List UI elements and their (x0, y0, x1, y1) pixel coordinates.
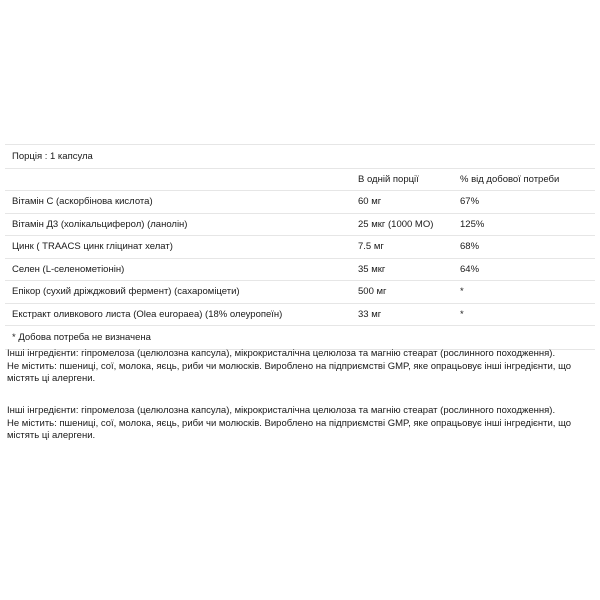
table-header-row (5, 169, 595, 191)
nutrient-dv: 64% (460, 263, 480, 275)
table-row (5, 281, 595, 304)
nutrient-amount: 33 мг (358, 308, 382, 320)
nutrient-amount: 35 мкг (358, 263, 386, 275)
nutrient-name: Вітамін Д3 (холікальциферол) (ланолін) (12, 218, 188, 230)
nutrient-dv: 67% (460, 196, 480, 208)
nutrient-dv: * (460, 286, 464, 298)
footnote-text: * Добова потреба не визначена (12, 332, 151, 343)
portion-row (5, 145, 595, 169)
allergen-text: Не містить: пшениці, сої, молока, яєць, риби чи молюсків. Вироблено на підприємстві GMP, яке опрацьовує інші інгредієнти, що містять ці алергени. (7, 417, 572, 442)
table-row (5, 214, 595, 237)
ingredients-note-block (5, 405, 595, 443)
header-daily-value: % від добової потреби (460, 174, 560, 185)
nutrient-amount: 25 мкг (1000 МО) (358, 218, 434, 230)
supplement-facts-table (5, 144, 595, 350)
allergen-text: Не містить: пшениці, сої, молока, яєць, риби чи молюсків. Вироблено на підприємстві GMP, яке опрацьовує інші інгредієнти, що містять ці алергени. (7, 360, 572, 385)
nutrient-name: Епікор (сухий дріжджовий фермент) (сахароміцети) (12, 286, 240, 298)
table-row (5, 191, 595, 214)
nutrient-name: Селен (L-селенометіонін) (12, 263, 125, 275)
ingredients-note-block (5, 348, 595, 386)
nutrient-amount: 500 мг (358, 286, 387, 298)
nutrient-dv: * (460, 308, 464, 320)
table-row (5, 304, 595, 327)
nutrient-dv: 68% (460, 241, 480, 253)
nutrient-dv: 125% (460, 218, 485, 230)
other-ingredients-text: Інші інгредієнти: гіпромелоза (целюлозна капсула), мікрокристалічна целюлоза та магнію стеарат (рослинного походження). (7, 405, 556, 416)
nutrient-amount: 7.5 мг (358, 241, 384, 253)
nutrient-name: Цинк ( TRAACS цинк гліцинат хелат) (12, 241, 173, 253)
nutrient-name: Вітамін C (аскорбінова кислота) (12, 196, 153, 208)
nutrient-name: Екстракт оливкового листа (Olea europaea) (18% олеуропеїн) (12, 308, 283, 320)
header-per-serving: В одній порції (358, 174, 419, 185)
portion-label: Порція : 1 капсула (12, 151, 93, 162)
table-row (5, 259, 595, 282)
other-ingredients-text: Інші інгредієнти: гіпромелоза (целюлозна капсула), мікрокристалічна целюлоза та магнію стеарат (рослинного походження). (7, 348, 556, 359)
footnote-row (5, 326, 595, 350)
nutrient-amount: 60 мг (358, 196, 382, 208)
table-row (5, 236, 595, 259)
